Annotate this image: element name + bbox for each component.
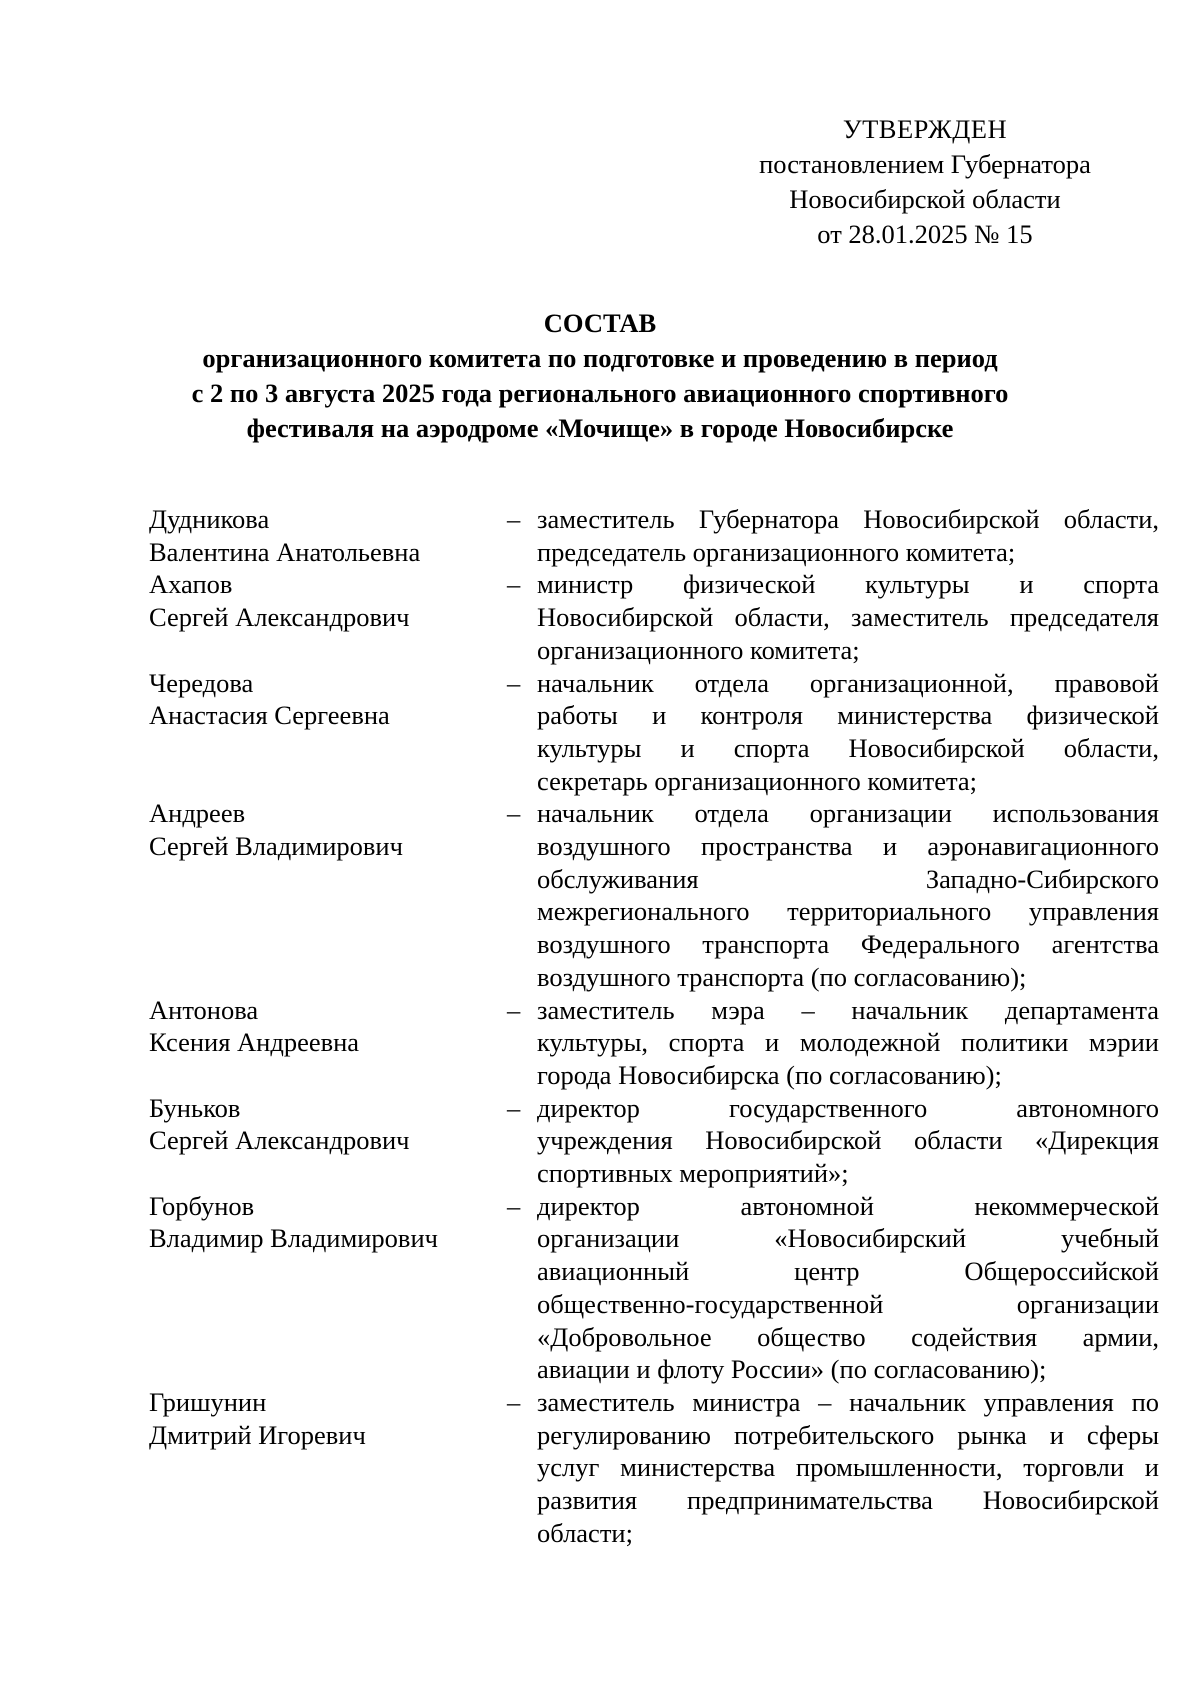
- member-position: [537, 797, 1159, 993]
- committee-member-row: [149, 994, 1159, 1092]
- member-position-line: министр физической культуры и спорта: [537, 569, 1159, 600]
- member-name: [149, 1190, 503, 1386]
- member-position: [537, 568, 1159, 666]
- member-position: [537, 994, 1159, 1092]
- committee-member-row: [149, 1190, 1159, 1386]
- member-dash-separator: –: [507, 569, 521, 600]
- member-name: [149, 994, 503, 1092]
- member-position-line: развития предпринимательства Новосибирской: [537, 1485, 1159, 1516]
- member-given-names: Валентина Анатольевна: [149, 536, 421, 567]
- document-subtitle-line: организационного комитета по подготовке и проведению в период: [202, 343, 998, 373]
- member-given-names: Дмитрий Игоревич: [149, 1419, 366, 1450]
- member-position-line: воздушного транспорта (по согласованию);: [537, 961, 1027, 992]
- member-position-line: заместитель мэра – начальник департамента: [537, 994, 1159, 1025]
- member-dash-separator: –: [507, 994, 521, 1025]
- member-name: [149, 667, 503, 798]
- member-position-line: начальник отдела организации использования: [537, 798, 1159, 829]
- member-surname: Буньков: [149, 1092, 241, 1123]
- member-position-line: организации «Новосибирский учебный: [537, 1223, 1159, 1254]
- member-position-line: культуры, спорта и молодежной политики мэрии: [537, 1027, 1159, 1058]
- member-surname: Чередова: [149, 667, 254, 698]
- member-name: [149, 568, 503, 666]
- member-name: [149, 1092, 503, 1190]
- member-position-line: авиации и флоту России» (по согласованию);: [537, 1354, 1047, 1385]
- member-position-line: услуг министерства промышленности, торговли и: [537, 1452, 1159, 1483]
- member-position-line: воздушного транспорта Федерального агентства: [537, 929, 1159, 960]
- member-position-line: межрегионального территориального управления: [537, 896, 1159, 927]
- member-dash-separator: –: [507, 798, 521, 829]
- member-position-line: авиационный центр Общероссийской: [537, 1256, 1159, 1287]
- member-given-names: Ксения Андреевна: [149, 1027, 360, 1058]
- member-position-line: воздушного пространства и аэронавигационного: [537, 831, 1159, 862]
- member-given-names: Сергей Александрович: [149, 1125, 410, 1156]
- member-name: [149, 1386, 503, 1550]
- document-subtitle-line: фестиваля на аэродроме «Мочище» в городе Новосибирске: [246, 413, 954, 443]
- committee-members-list: [149, 503, 1159, 1550]
- member-surname: Андреев: [149, 798, 246, 829]
- member-position-line: работы и контроля министерства физической: [537, 700, 1159, 731]
- member-position: [537, 667, 1159, 798]
- document-heading: [100, 306, 1100, 446]
- committee-member-row: [149, 667, 1159, 798]
- member-position: [537, 1092, 1159, 1190]
- member-position-line: заместитель Губернатора Новосибирской области,: [537, 504, 1159, 534]
- approval-line: Новосибирской области: [789, 184, 1061, 214]
- member-position-line: области;: [537, 1517, 633, 1548]
- member-position-line: заместитель министра – начальник управления по: [537, 1386, 1159, 1417]
- member-dash-separator: –: [507, 1386, 521, 1417]
- member-surname: Гришунин: [149, 1386, 267, 1417]
- member-position-line: директор автономной некоммерческой: [537, 1190, 1159, 1221]
- member-position-line: обслуживания Западно-Сибирского: [537, 863, 1159, 894]
- member-given-names: Сергей Александрович: [149, 602, 410, 633]
- member-position: [537, 1386, 1159, 1550]
- member-position-line: организационного комитета;: [537, 634, 860, 665]
- committee-member-row: [149, 503, 1159, 568]
- member-position-line: спортивных мероприятий»;: [537, 1158, 849, 1189]
- member-position-line: общественно-государственной организации: [537, 1288, 1159, 1319]
- approval-line: постановлением Губернатора: [759, 149, 1091, 179]
- member-position-line: культуры и спорта Новосибирской области,: [537, 732, 1159, 763]
- member-given-names: Анастасия Сергеевна: [149, 700, 390, 731]
- member-dash-separator: –: [507, 1092, 521, 1123]
- member-surname: Горбунов: [149, 1190, 255, 1221]
- committee-member-row: [149, 1092, 1159, 1190]
- member-dash-separator: –: [507, 667, 521, 698]
- document-subtitle-line: с 2 по 3 августа 2025 года регионального авиационного спортивного: [191, 378, 1009, 408]
- member-dash-separator: –: [507, 1190, 521, 1221]
- approval-title: УТВЕРЖДЕН: [842, 114, 1008, 144]
- member-name: [149, 797, 503, 993]
- member-position: [537, 1190, 1159, 1386]
- member-position-line: председатель организационного комитета;: [537, 536, 1016, 567]
- member-surname: Ахапов: [149, 569, 233, 600]
- member-surname: Дудникова: [149, 504, 270, 534]
- member-given-names: Владимир Владимирович: [149, 1223, 438, 1254]
- document-title: СОСТАВ: [543, 308, 657, 338]
- committee-member-row: [149, 797, 1159, 993]
- committee-member-row: [149, 1386, 1159, 1550]
- member-position-line: начальник отдела организационной, правовой: [537, 667, 1159, 698]
- member-position-line: учреждения Новосибирской области «Дирекция: [537, 1125, 1159, 1156]
- member-position-line: регулированию потребительского рынка и сферы: [537, 1419, 1159, 1450]
- member-surname: Антонова: [149, 994, 259, 1025]
- approval-date-number: от 28.01.2025 № 15: [817, 219, 1033, 249]
- committee-member-row: [149, 568, 1159, 666]
- approval-stamp-block: [720, 112, 1130, 252]
- member-position-line: города Новосибирска (по согласованию);: [537, 1059, 1002, 1090]
- member-position-line: директор государственного автономного: [537, 1092, 1159, 1123]
- member-given-names: Сергей Владимирович: [149, 831, 403, 862]
- member-position-line: секретарь организационного комитета;: [537, 765, 977, 796]
- member-dash-separator: –: [507, 504, 521, 534]
- member-position-line: Новосибирской области, заместитель председателя: [537, 602, 1159, 633]
- member-name: [149, 503, 503, 568]
- member-position: [537, 503, 1159, 568]
- member-position-line: «Добровольное общество содействия армии,: [537, 1321, 1159, 1352]
